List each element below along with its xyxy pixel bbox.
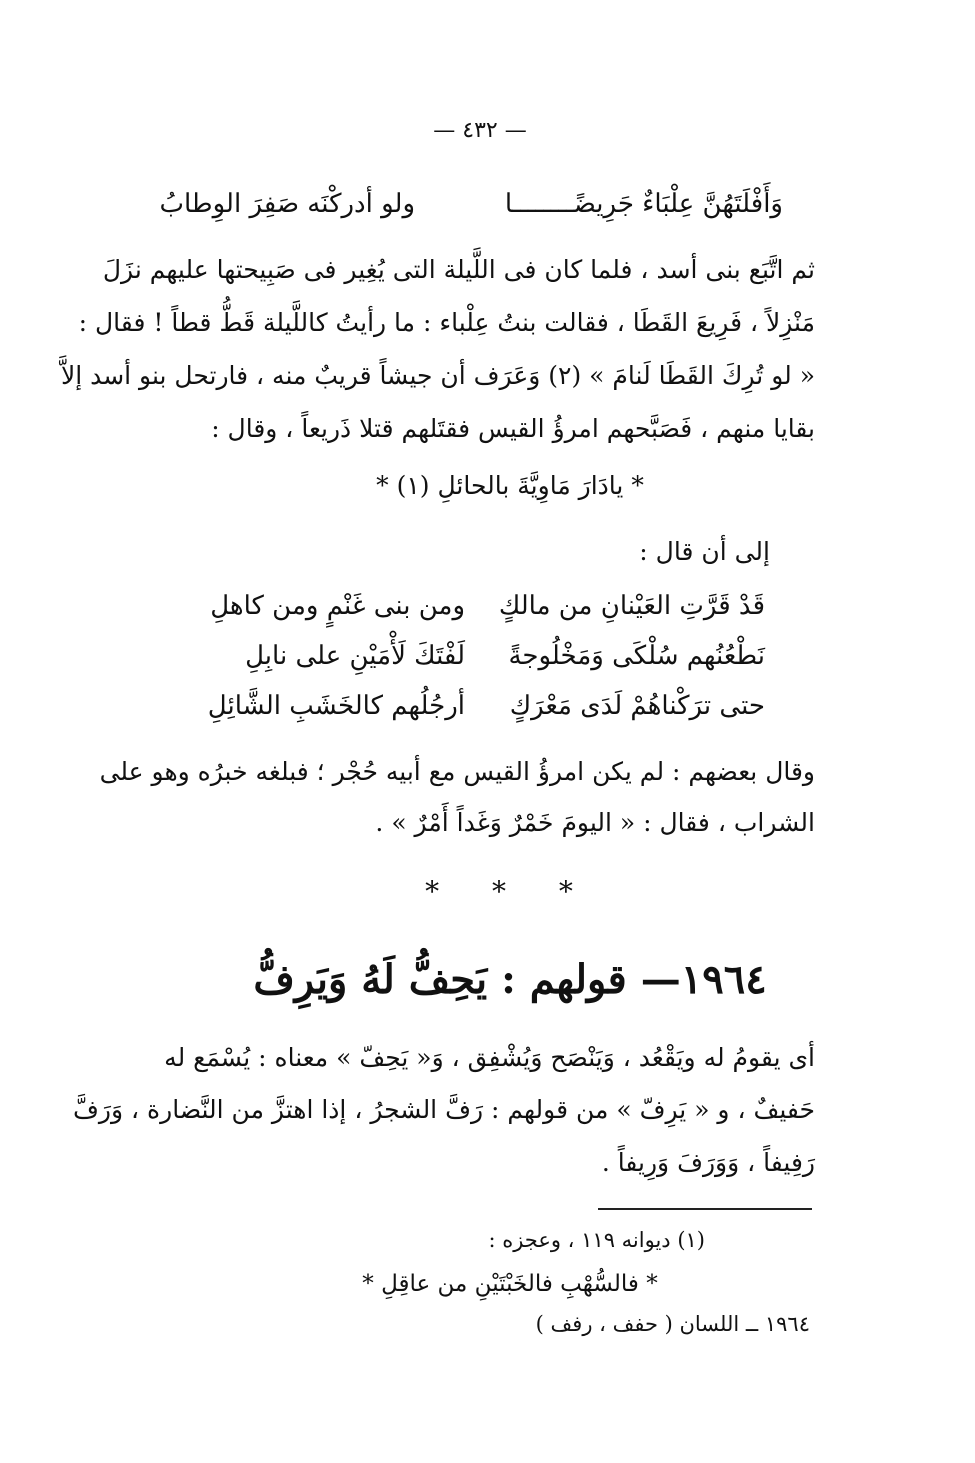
paragraph-1-line-3: « لو تُرِكَ القَطَا لَنامَ » (٢) وَعَرَف أن جيشاً قريبٌ منه ، فارتحل بنو أسد إلاَّ xyxy=(60,361,815,390)
poem-verse-3-second: أرجُلُهم كالخَشَبِ الشَّائِلِ xyxy=(207,691,465,721)
half-verse: * يادَارَ مَاوِيَّةَ بالحائلِ (١) * xyxy=(376,471,644,500)
paragraph-3-line-1: أى يقومُ له ويَقْعُد ، وَيَنْصَح وَيُشْفِق ، وَ« يَحِفّ » معناه : يُسْمَع له xyxy=(164,1043,815,1072)
section-heading: ١٩٦٤— قولهم : يَحِفُّ لَهُ وَيَرِفُّ xyxy=(253,956,767,1003)
poem-verse-2-second: لَفْتَكَ لَأْمَيْنِ على نابِلِ xyxy=(245,641,465,671)
verse-first-hemistich: وَأَفْلَتَهُنَّ عِلْبَاءٌ جَرِيضًــــــــا xyxy=(504,189,783,219)
paragraph-2-line-2: الشراب ، فقال : « اليومَ خَمْرٌ وَغَداً أَمْرٌ » . xyxy=(375,808,815,837)
poem-verse-1-first: قَدْ قَرَّتِ العَيْنانِ من مالكٍ xyxy=(498,591,765,621)
poem-verse-2 xyxy=(0,634,975,678)
paragraph-1-line-1: ثم اتَّبَع بنى أسد ، فلما كان فى اللَّيلة التى يُغِير فى صَبِيحتها عليهم نزَلَ xyxy=(102,255,815,284)
paragraph-3-line-2: حَفيفٌ ، و « يَرِفّ » من قولهم : رَفَّ الشجرُ ، إذا اهتزَّ من النَّضارة ، وَرَفَّ xyxy=(73,1095,815,1124)
footnote-1: (١) ديوانه ١١٩ ، وعجزه : xyxy=(488,1228,705,1252)
page-number: — ٤٣٢ — xyxy=(433,118,527,143)
poem-verse-2-first: نَطْعُنُهم سُلْكَى وَمَخْلُوجةً xyxy=(508,641,765,671)
poem-verse-1-second: ومن بنى غَنْمٍ ومن كاهلِ xyxy=(210,591,465,621)
paragraph-3-line-3: رَفِيفاً ، وَوَرَفَ وَرِيفاً . xyxy=(601,1148,815,1177)
section-separator: * * * xyxy=(425,875,595,908)
paragraph-1-line-4: بقايا منهم ، فَصَبَّحهم امرؤُ القيس فقتَلهم قتلا ذَريعاً ، وقال : xyxy=(211,414,815,443)
poem-verse-3-first: حتى ترَكْناهُمْ لَدَى مَعْرَكٍ xyxy=(509,691,765,721)
footnote-divider xyxy=(598,1208,812,1210)
poem-verse-3 xyxy=(0,684,975,728)
footnote-1-verse: * فالسُّهْبِ فالخَبْتَيْنِ من عاقِلِ * xyxy=(362,1271,658,1297)
poem-verse-1 xyxy=(0,584,975,628)
verse-second-hemistich: ولو أدركْنَه صَفِرَ الوِطابُ xyxy=(159,189,415,219)
paragraph-1-line-2: مَنْزِلاً ، فَرِيعَ القَطَا ، فقالت بنتُ عِلْباء : ما رأيتُ كاللَّيلة قَطُّ قطاً ! فقال : xyxy=(78,308,815,337)
top-verse xyxy=(0,182,975,226)
footnote-2: ١٩٦٤ ــ اللسان ( حفف ، رفف ) xyxy=(535,1312,810,1336)
intro-line: إلى أن قال : xyxy=(639,537,770,566)
paragraph-2-line-1: وقال بعضهم : لم يكن امرؤُ القيس مع أبيه حُجْر ؛ فبلغه خبرُه وهو على xyxy=(99,757,815,786)
